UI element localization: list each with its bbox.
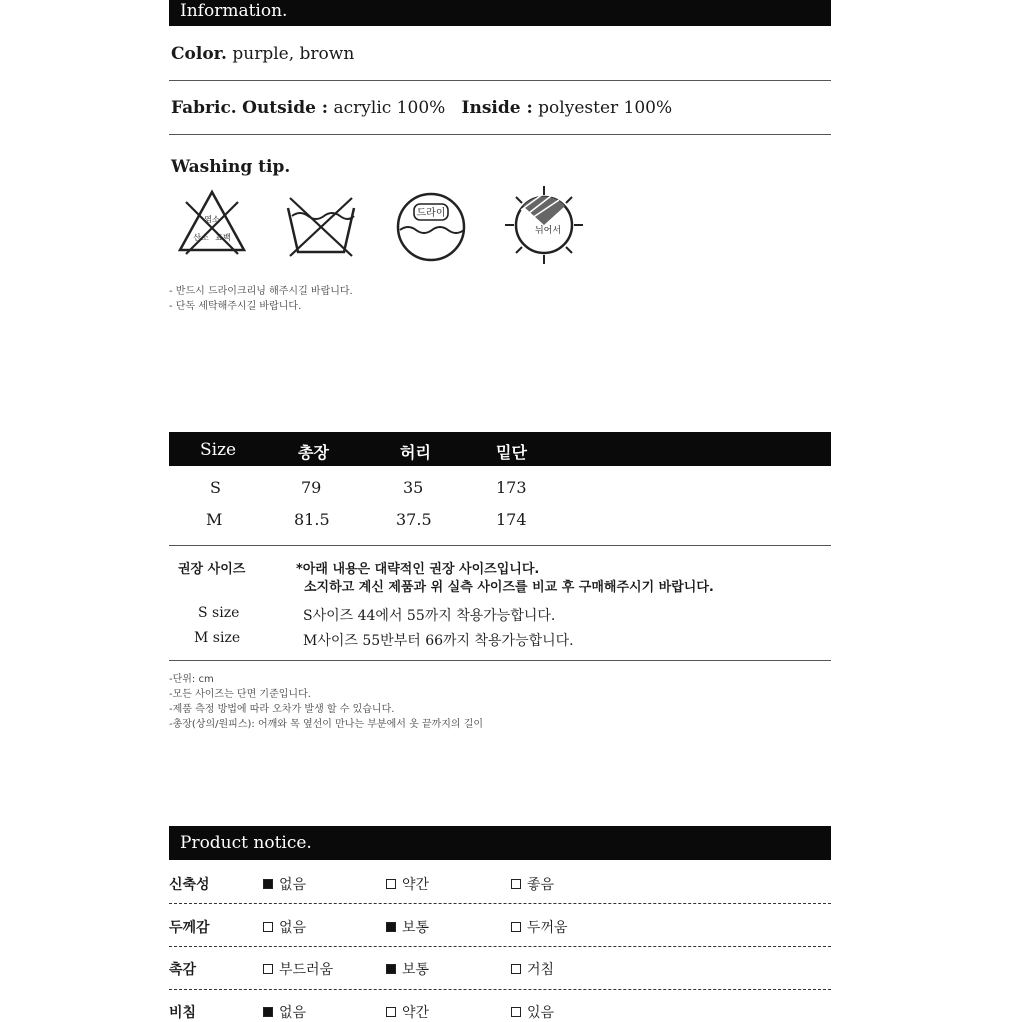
table-cell: 173: [496, 478, 527, 497]
divider: [169, 545, 831, 546]
size-note: -제품 측정 방법에 따라 오차가 발생 할 수 있습니다.: [169, 704, 395, 715]
notice-label-thickness: 두께감: [169, 920, 210, 936]
option-text: 없음: [279, 920, 307, 936]
recommend-label: 권장 사이즈: [178, 562, 246, 577]
checked-box-icon: [263, 1007, 273, 1017]
fabric-label: Fabric.: [171, 98, 237, 118]
unchecked-box-icon: [263, 964, 273, 974]
washing-note: - 단독 세탁해주시길 바랍니다.: [169, 301, 302, 312]
divider: [169, 80, 831, 81]
bleach-text-1: 염소: [204, 215, 220, 224]
size-note: -총장(상의/원피스): 어깨와 목 옆선이 만나는 부분에서 옷 끝까지의 길이: [169, 719, 484, 730]
notice-option: [511, 959, 554, 979]
checked-box-icon: [386, 922, 396, 932]
dry-clean-icon: [394, 190, 468, 264]
option-text: 보통: [402, 920, 430, 936]
bleach-text-3: 표백: [215, 233, 231, 242]
dashed-divider: [169, 946, 831, 947]
notice-option: [263, 959, 333, 979]
notice-label-texture: 촉감: [169, 962, 197, 978]
table-cell: 79: [301, 478, 322, 497]
notice-option: [511, 874, 554, 894]
product-notice-title: Product notice.: [180, 833, 312, 853]
outside-value: acrylic 100%: [333, 98, 446, 118]
dry-clean-text: 드라이: [416, 208, 446, 219]
option-text: 없음: [279, 1005, 307, 1021]
no-bleach-triangle-icon: [176, 188, 248, 260]
option-text: 보통: [402, 962, 430, 978]
table-cell: M: [206, 510, 223, 529]
unchecked-box-icon: [511, 922, 521, 932]
notice-option: [511, 1002, 554, 1022]
inside-value: polyester 100%: [538, 98, 673, 118]
option-text: 부드러움: [279, 962, 334, 978]
unchecked-box-icon: [386, 879, 396, 889]
notice-option: [386, 874, 429, 894]
table-cell: 35: [403, 478, 424, 497]
shade-dry-icon: [503, 184, 585, 266]
washing-note: - 반드시 드라이크리닝 해주시길 바랍니다.: [169, 286, 353, 297]
option-text: 약간: [402, 877, 430, 893]
notice-option: [263, 917, 306, 937]
notice-label-stretch: 신축성: [169, 877, 210, 893]
notice-label-transparency: 비침: [169, 1005, 197, 1021]
unchecked-box-icon: [511, 879, 521, 889]
fabric-row: [171, 98, 672, 118]
notice-option: [386, 959, 429, 979]
option-text: 좋음: [527, 877, 555, 893]
unchecked-box-icon: [511, 1007, 521, 1017]
no-wash-tub-icon: [284, 194, 358, 258]
option-text: 두꺼움: [527, 920, 568, 936]
recommend-note-2: 소지하고 계신 제품과 위 실측 사이즈를 비교 후 구매해주시기 바랍니다.: [304, 580, 714, 595]
recommend-note-1: *아래 내용은 대략적인 권장 사이즈입니다.: [296, 562, 540, 577]
bleach-text-2: 산소: [193, 233, 209, 242]
table-cell: 81.5: [294, 510, 330, 529]
divider: [169, 134, 831, 135]
notice-option: [511, 917, 568, 937]
washing-tip-text: Washing tip.: [171, 157, 291, 177]
size-note: -모든 사이즈는 단면 기준입니다.: [169, 689, 311, 700]
checked-box-icon: [263, 879, 273, 889]
dashed-divider: [169, 903, 831, 904]
inside-label: Inside :: [461, 98, 533, 118]
notice-option: [263, 874, 306, 894]
notice-option: [386, 917, 429, 937]
s-size-label: S size: [198, 605, 240, 621]
option-text: 거침: [527, 962, 555, 978]
shade-dry-text: 뉘어서: [534, 226, 562, 236]
color-row: [171, 44, 354, 64]
information-header: [169, 0, 831, 26]
unchecked-box-icon: [263, 922, 273, 932]
washing-notes: [169, 284, 353, 314]
waist-header: 허리: [400, 443, 431, 462]
hem-header: 밑단: [496, 443, 527, 462]
unchecked-box-icon: [511, 964, 521, 974]
outside-label: Outside :: [242, 98, 329, 118]
size-header: Size: [200, 440, 237, 460]
dashed-divider: [169, 989, 831, 990]
divider: [169, 660, 831, 661]
size-note: -단위: cm: [169, 674, 214, 685]
table-cell: 174: [496, 510, 527, 529]
notice-option: [263, 1002, 306, 1022]
checked-box-icon: [386, 964, 396, 974]
option-text: 있음: [527, 1005, 555, 1021]
unchecked-box-icon: [386, 1007, 396, 1017]
s-size-text: S사이즈 44에서 55까지 착용가능합니다.: [303, 608, 556, 624]
color-value: purple, brown: [232, 44, 355, 64]
size-notes: [169, 672, 483, 732]
notice-option: [386, 1002, 429, 1022]
m-size-text: M사이즈 55반부터 66까지 착용가능합니다.: [303, 633, 574, 649]
table-cell: 37.5: [396, 510, 432, 529]
washing-tip-label: [171, 157, 290, 177]
option-text: 없음: [279, 877, 307, 893]
option-text: 약간: [402, 1005, 430, 1021]
table-cell: S: [210, 478, 221, 497]
product-notice-header: [169, 826, 831, 860]
m-size-label: M size: [194, 630, 241, 646]
length-header: 총장: [298, 443, 329, 462]
color-label: Color.: [171, 44, 227, 64]
information-title: Information.: [180, 1, 288, 21]
